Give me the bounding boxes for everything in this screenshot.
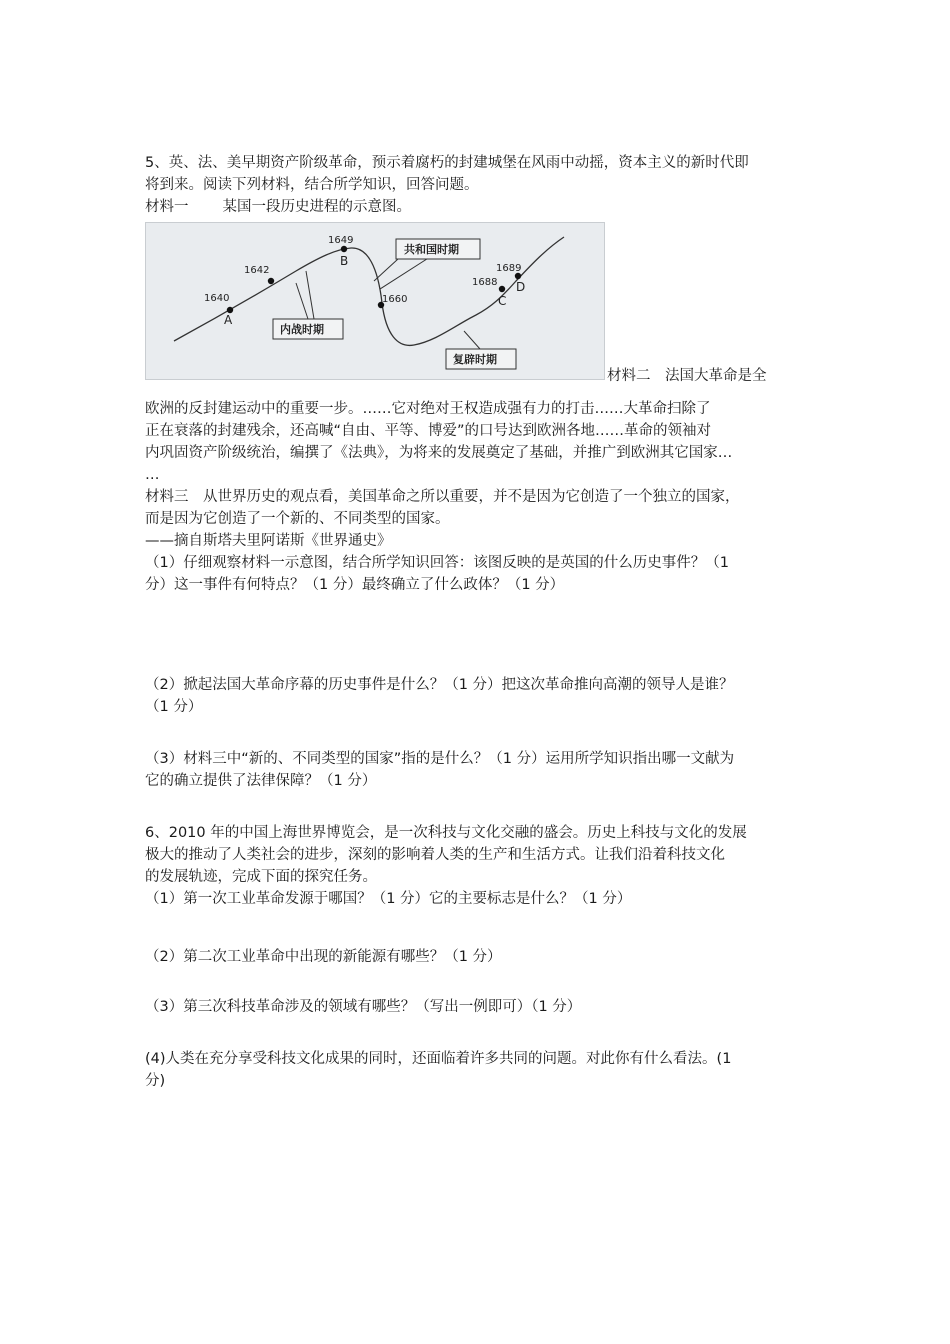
q5-sub3: [145, 748, 815, 792]
q6-intro-line2: 极大的推动了人类社会的进步，深刻的影响着人类的生产和生活方式。让我们沿着科技文化: [145, 847, 725, 863]
q6-sub2-block: [145, 946, 815, 968]
civil-war-label: 内战时期: [280, 323, 324, 336]
q6-sub4-line2: 分): [145, 1073, 166, 1089]
q6-sub3: （3）第三次科技革命涉及的领域有哪些？（写出一例即可）（1 分）: [145, 999, 582, 1015]
year-label-1649: 1649: [328, 235, 354, 246]
material1-text: 某国一段历史进程的示意图。: [222, 199, 411, 215]
q5-sub2: [145, 674, 815, 718]
material2-line3: 正在衰落的封建残余，还高喊“自由、平等、博爱”的口号达到欧洲各地……革命的领袖对: [145, 423, 712, 439]
q5-intro: [145, 152, 815, 218]
q5-sub1-line1: （1）仔细观察材料一示意图，结合所学知识回答：该图反映的是英国的什么历史事件？（1: [145, 555, 729, 571]
point-letter-b: B: [340, 254, 349, 268]
year-label-1688: 1688: [472, 277, 498, 288]
point-letter-c: C: [498, 294, 507, 308]
republic-pointer-1: [374, 259, 398, 281]
q6-sub4-line1: (4)人类在充分享受科技文化成果的同时，还面临着许多共同的问题。对此你有什么看法。(1: [145, 1051, 732, 1067]
point-letter-d: D: [516, 280, 526, 294]
restoration-pointer: [464, 331, 480, 349]
point-letter-a: A: [224, 313, 233, 327]
q6-intro-line3: 的发展轨迹，完成下面的探究任务。: [145, 869, 377, 885]
q5-sub2-line1: （2）掀起法国大革命序幕的历史事件是什么？（1 分）把这次革命推向高潮的领导人是谁？: [145, 677, 734, 693]
material3-line2: 而是因为它创造了一个新的、不同类型的国家。: [145, 511, 450, 527]
year-label-1660: 1660: [382, 294, 408, 305]
year-label-1689: 1689: [496, 263, 522, 274]
history-diagram: [145, 222, 605, 380]
q6-sub4-block: [145, 1048, 815, 1092]
q5-sub1-line2: 分）这一事件有何特点？（1 分）最终确立了什么政体？（1 分）: [145, 577, 565, 593]
q5-sub3-line1: （3）材料三中“新的、不同类型的国家”指的是什么？（1 分）运用所学知识指出哪一文献为: [145, 751, 735, 767]
material3-line1: 材料三 从世界历史的观点看，美国革命之所以重要，并不是因为它创造了一个独立的国家，: [145, 489, 740, 505]
q5-intro-line1: 5、英、法、美早期资产阶级革命，预示着腐朽的封建城堡在风雨中动摇，资本主义的新时代即: [145, 155, 749, 171]
point-1649: [341, 246, 347, 252]
year-label-1642: 1642: [244, 265, 270, 276]
material2-start: 材料二 法国大革命是全: [607, 368, 767, 384]
material2-line4: 内巩固资产阶级统治，编撰了《法典》，为将来的发展奠定了基础，并推广到欧洲其它国家…: [145, 445, 733, 461]
q6-intro: [145, 822, 815, 910]
history-diagram-svg: [146, 223, 604, 379]
material2-line2: 欧洲的反封建运动中的重要一步。……它对绝对王权造成强有力的打击……大革命扫除了: [145, 401, 711, 417]
q5-body: [145, 398, 815, 596]
civil-war-pointer-1: [306, 271, 314, 319]
material1-label: 材料一: [145, 199, 189, 215]
point-1688: [499, 286, 505, 292]
republic-pointer-2: [380, 257, 430, 289]
restoration-label: 复辟时期: [453, 353, 497, 366]
history-curve: [174, 237, 564, 345]
q6-sub3-block: [145, 996, 815, 1018]
year-label-1640: 1640: [204, 293, 230, 304]
q6-intro-line1: 6、2010 年的中国上海世界博览会，是一次科技与文化交融的盛会。历史上科技与文化的发展: [145, 825, 747, 841]
q5-material1: [145, 196, 815, 218]
q6-sub1: （1）第一次工业革命发源于哪国？（1 分）它的主要标志是什么？（1 分）: [145, 891, 632, 907]
q5-intro-line2: 将到来。阅读下列材料，结合所学知识，回答问题。: [145, 177, 479, 193]
material3-source: ——摘自斯塔夫里阿诺斯《世界通史》: [145, 533, 392, 549]
civil-war-pointer-2: [296, 283, 308, 319]
q6-sub2: （2）第二次工业革命中出现的新能源有哪些？（1 分）: [145, 949, 502, 965]
q5-sub3-line2: 它的确立提供了法律保障？（1 分）: [145, 773, 377, 789]
q5-sub2-line2: （1 分）: [145, 699, 203, 715]
point-1642: [268, 278, 274, 284]
material2-line5: …: [145, 467, 160, 483]
republic-label: 共和国时期: [404, 243, 459, 256]
